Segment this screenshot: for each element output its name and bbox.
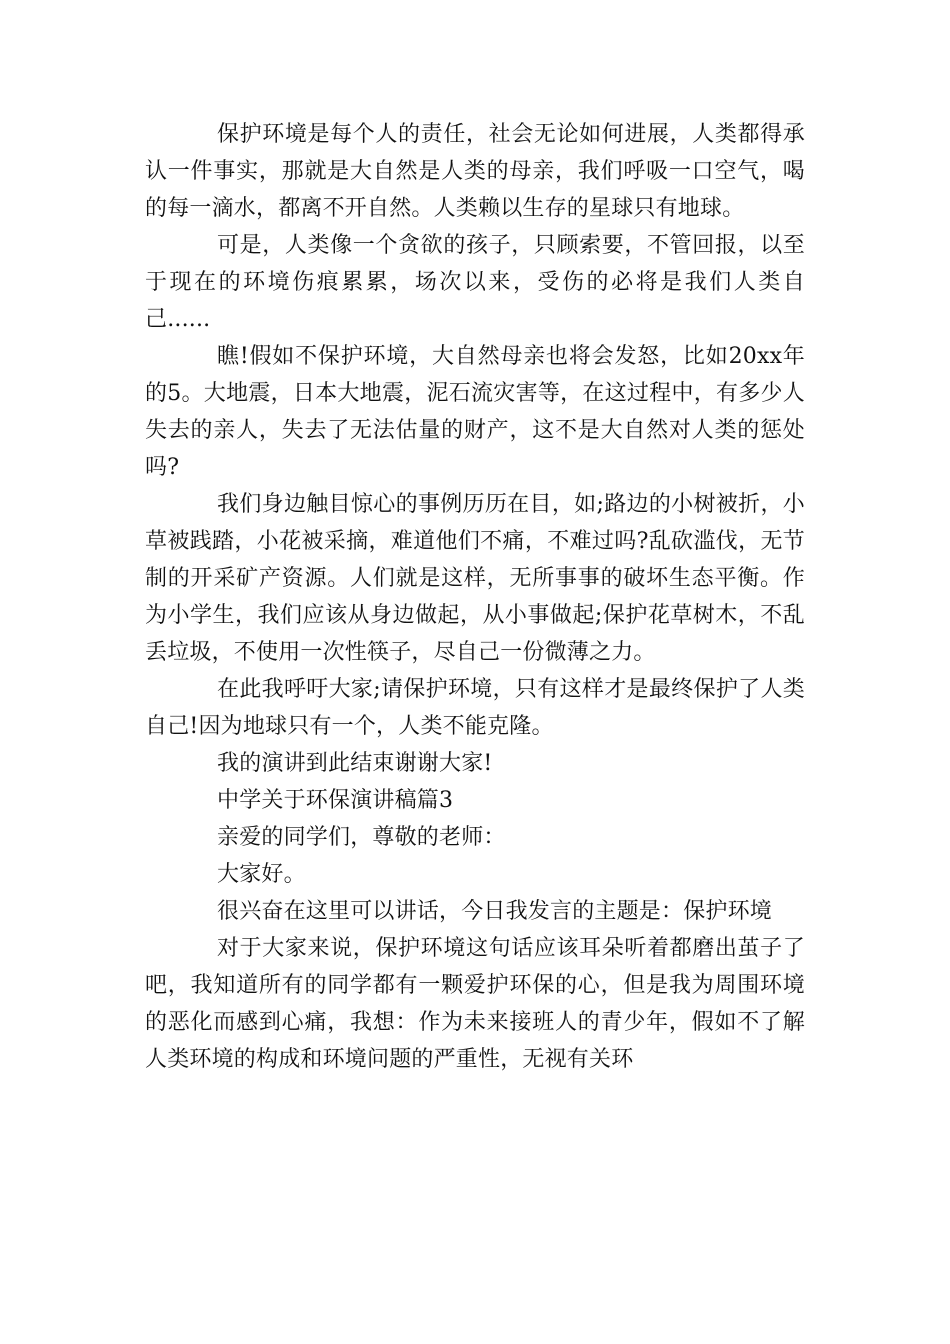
- paragraph-2: 可是，人类像一个贪欲的孩子，只顾索要，不管回报，以至于现在的环境伤痕累累，场次以来，受伤的必将是我们人类自己......: [145, 233, 805, 332]
- paragraph-4: 我们身边触目惊心的事例历历在目，如;路边的小树被折，小草被践踏，小花被采摘，难道他们不痛，不难过吗?乱砍滥伐，无节制的开采矿产资源。人们就是这样，无所事事的破坏生态平衡。作为小学生，我们应该从身边做起，从小事做起;保护花草树木，不乱丢垃圾，不使用一次性筷子，尽自己一份微薄之力。: [145, 492, 805, 665]
- paragraph-1: 保护环境是每个人的责任，社会无论如何进展，人类都得承认一件事实，那就是大自然是人类的母亲，我们呼吸一口空气，喝的每一滴水，都离不开自然。人类赖以生存的星球只有地球。: [145, 122, 805, 221]
- salutation: 亲爱的同学们，尊敬的老师：: [217, 825, 506, 850]
- paragraph-11: 对于大家来说，保护环境这句话应该耳朵听着都磨出茧子了吧，我知道所有的同学都有一颗爱护环保的心，但是我为周围环境的恶化而感到心痛，我想：作为未来接班人的青少年，假如不了解人类环境的构成和环境问题的严重性，无视有关环: [145, 936, 805, 1072]
- paragraph-5: 在此我呼吁大家;请保护环境，只有这样才是最终保护了人类自己!因为地球只有一个，人类不能克隆。: [145, 677, 805, 739]
- greeting: 大家好。: [217, 862, 306, 887]
- paragraph-6: 我的演讲到此结束谢谢大家!: [217, 751, 493, 776]
- document-body: [145, 116, 805, 1078]
- paragraph-3: 瞧!假如不保护环境，大自然母亲也将会发怒，比如20xx年的5。大地震，日本大地震，泥石流灾害等，在这过程中，有多少人失去的亲人，失去了无法估量的财产，这不是大自然对人类的惩处吗?: [145, 344, 805, 480]
- paragraph-10: 很兴奋在这里可以讲话，今日我发言的主题是：保护环境: [217, 899, 773, 924]
- section-heading: 中学关于环保演讲稿篇3: [217, 788, 454, 813]
